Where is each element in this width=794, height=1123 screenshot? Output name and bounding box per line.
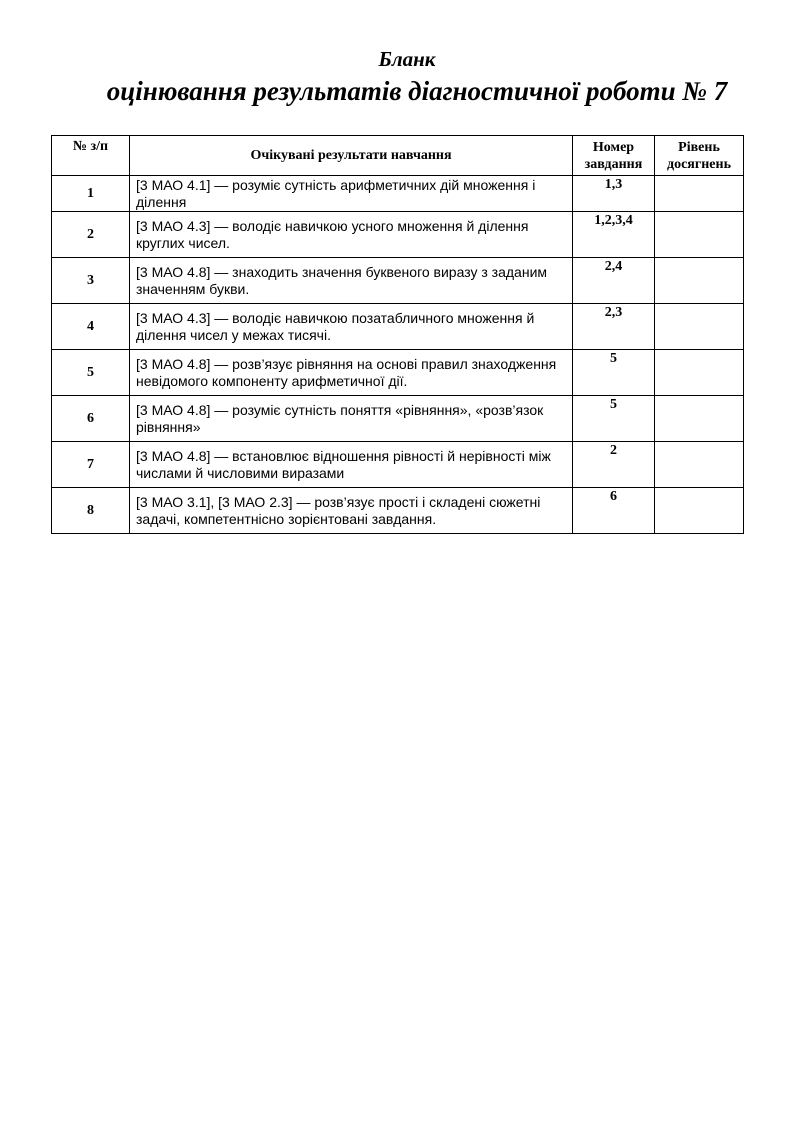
title-line-1: Бланк bbox=[378, 47, 436, 71]
row-level-cell[interactable] bbox=[655, 350, 744, 396]
results-table bbox=[51, 135, 744, 534]
row-level-cell[interactable] bbox=[655, 396, 744, 442]
row-number: 2 bbox=[52, 212, 130, 258]
row-task: 6 bbox=[573, 488, 655, 534]
row-task: 1,3 bbox=[573, 176, 655, 212]
row-number: 8 bbox=[52, 488, 130, 534]
row-level-cell[interactable] bbox=[655, 488, 744, 534]
header-results: Очікувані результати навчання bbox=[130, 136, 573, 176]
row-number: 1 bbox=[52, 176, 130, 212]
row-level-cell[interactable] bbox=[655, 304, 744, 350]
header-task: Номер завдання bbox=[573, 136, 655, 176]
table-row bbox=[52, 350, 744, 396]
table-row bbox=[52, 442, 744, 488]
row-result: [3 МАО 4.8] — знаходить значення буквеного виразу з заданим значенням букви. bbox=[130, 258, 573, 304]
row-result: [3 МАО 4.8] — розуміє сутність поняття «рівняння», «розв’язок рівняння» bbox=[130, 396, 573, 442]
row-level-cell[interactable] bbox=[655, 258, 744, 304]
document-title bbox=[0, 44, 794, 108]
row-level-cell[interactable] bbox=[655, 176, 744, 212]
table-row bbox=[52, 396, 744, 442]
row-result: [3 МАО 4.8] — встановлює відношення рівності й нерівності між числами й числовими виразами bbox=[130, 442, 573, 488]
table-header-row bbox=[52, 136, 744, 176]
table-row bbox=[52, 304, 744, 350]
row-level-cell[interactable] bbox=[655, 442, 744, 488]
row-task: 1,2,3,4 bbox=[573, 212, 655, 258]
table-row bbox=[52, 258, 744, 304]
row-number: 6 bbox=[52, 396, 130, 442]
row-result: [3 МАО 4.3] — володіє навичкою позатабличного множення й ділення чисел у межах тисячі. bbox=[130, 304, 573, 350]
row-task: 2,3 bbox=[573, 304, 655, 350]
row-task: 2 bbox=[573, 442, 655, 488]
row-task: 5 bbox=[573, 350, 655, 396]
header-number: № з/п bbox=[52, 136, 130, 176]
row-number: 7 bbox=[52, 442, 130, 488]
row-number: 5 bbox=[52, 350, 130, 396]
row-result: [3 МАО 4.1] — розуміє сутність арифметичних дій множення і ділення bbox=[130, 176, 573, 212]
row-number: 4 bbox=[52, 304, 130, 350]
row-task: 2,4 bbox=[573, 258, 655, 304]
header-level: Рівень досягнень bbox=[655, 136, 744, 176]
table-row bbox=[52, 176, 744, 212]
row-number: 3 bbox=[52, 258, 130, 304]
title-line-2: оцінювання результатів діагностичної роботи № 7 bbox=[106, 76, 728, 106]
table-row bbox=[52, 212, 744, 258]
row-result: [3 МАО 3.1], [3 МАО 2.3] — розв’язує прості і складені сюжетні задачі, компетентнісно зорієнтовані завдання. bbox=[130, 488, 573, 534]
table-row bbox=[52, 488, 744, 534]
row-level-cell[interactable] bbox=[655, 212, 744, 258]
row-result: [3 МАО 4.3] — володіє навичкою усного множення й ділення круглих чисел. bbox=[130, 212, 573, 258]
row-task: 5 bbox=[573, 396, 655, 442]
row-result: [3 МАО 4.8] — розв’язує рівняння на основі правил знаходження невідомого компоненту арифметичної дії. bbox=[130, 350, 573, 396]
